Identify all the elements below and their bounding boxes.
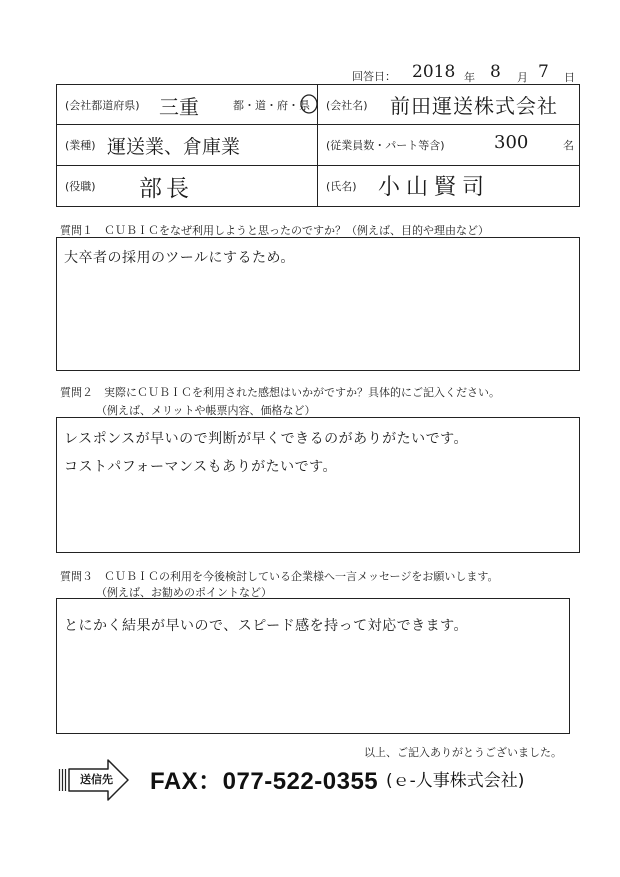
answer-date-label: 回答日： <box>352 70 396 83</box>
answer-day[interactable]: 7 <box>538 62 549 82</box>
question-1-title: 質問１ ＣＵＢＩＣをなぜ利用しようと思ったのですか？（例えば、目的や理由など） <box>60 224 489 237</box>
question-3-subtitle: （例えば、お勧めのポイントなど） <box>96 586 272 599</box>
industry-cell[interactable] <box>57 125 318 166</box>
name-cell[interactable] <box>318 166 580 206</box>
prefecture-label: (会社都道府県) <box>65 99 140 112</box>
day-unit: 日 <box>564 71 575 84</box>
send-label: 送信先 <box>80 773 113 786</box>
prefecture-value[interactable]: 三重 <box>159 95 199 119</box>
employees-unit: 名 <box>563 139 574 152</box>
employees-cell[interactable] <box>318 125 580 166</box>
question-3-answer[interactable]: とにかく結果が早いので、スピード感を持って対応できます。 <box>64 618 469 634</box>
year-unit: 年 <box>464 71 475 84</box>
industry-label: (業種) <box>65 139 96 152</box>
answer-month[interactable]: 8 <box>490 62 501 82</box>
month-unit: 月 <box>517 71 528 84</box>
fax-company: (ｅ-人事株式会社) <box>386 771 525 791</box>
employees-label: (従業員数・パート等含) <box>326 139 445 152</box>
prefecture-circle-mark <box>300 93 320 115</box>
question-1-answer[interactable]: 大卒者の採用のツールにするため。 <box>64 250 295 266</box>
closing-message: 以上、ご記入ありがとうございました。 <box>364 746 562 759</box>
position-cell[interactable] <box>57 166 318 206</box>
answer-date <box>352 64 582 86</box>
position-label: (役職) <box>65 180 96 193</box>
company-label: (会社名) <box>326 99 368 112</box>
company-cell[interactable] <box>318 85 580 125</box>
position-value[interactable]: 部長 <box>139 176 193 202</box>
name-value[interactable]: 小山賢司 <box>378 175 491 200</box>
answer-year[interactable]: 2018 <box>412 62 456 82</box>
prefecture-cell[interactable] <box>57 85 318 125</box>
prefecture-suffix: 都・道・府・県 <box>233 99 310 112</box>
question-2-title: 質問２ 実際にＣＵＢＩＣを利用された感想はいかがですか？具体的にご記入ください。 <box>60 386 500 399</box>
info-table <box>56 84 580 207</box>
question-3-title: 質問３ ＣＵＢＩＣの利用を今後検討している企業様へ一言メッセージをお願いします。 <box>60 570 499 583</box>
question-2-subtitle: （例えば、メリットや帳票内容、価格など） <box>96 404 316 417</box>
question-2-answer-line-1[interactable]: レスポンスが早いので判断が早くできるのがありがたいです。 <box>64 431 469 447</box>
name-label: (氏名) <box>326 180 357 193</box>
fax-number[interactable]: FAX：077-522-0355 <box>150 768 379 795</box>
employees-value[interactable]: 300 <box>494 132 529 153</box>
industry-value[interactable]: 運送業、倉庫業 <box>107 136 241 158</box>
company-value[interactable]: 前田運送株式会社 <box>390 94 558 118</box>
question-2-answer-line-2[interactable]: コストパフォーマンスもありがたいです。 <box>64 459 337 475</box>
